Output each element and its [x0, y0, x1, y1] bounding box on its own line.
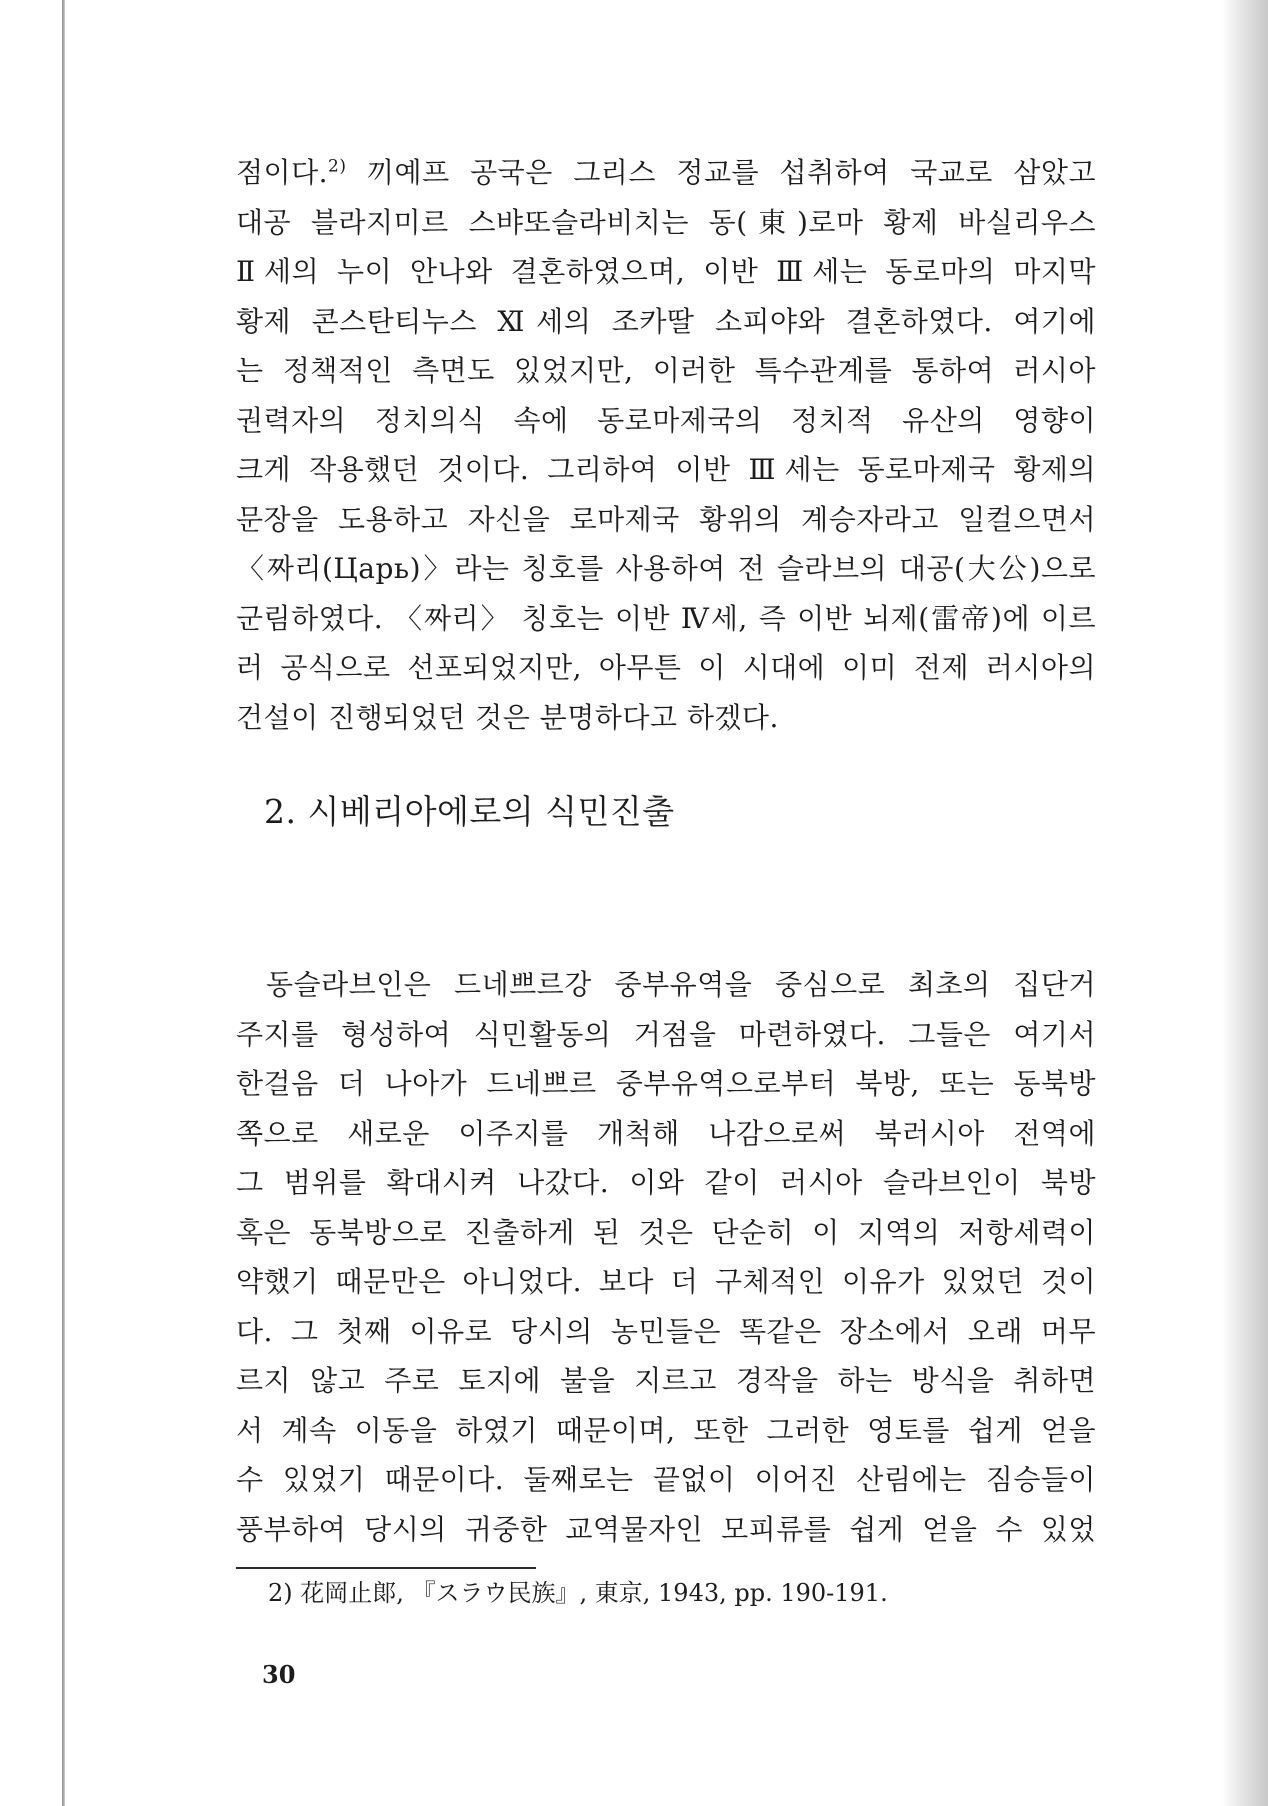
paragraph-line: 건설이 진행되었던 것은 분명하다고 하겠다. [236, 700, 779, 734]
paragraph-line: 그 범위를 확대시켜 나갔다. 이와 같이 러시아 슬라브인이 북방 [236, 1166, 1096, 1199]
paragraph-line: 〈짜리(Царь)〉라는 칭호를 사용하여 전 슬라브의 대공(大公)으로 [236, 552, 1096, 585]
paragraph-line: 수 있었기 때문이다. 둘째로는 끝없이 이어진 산림에는 짐승들이 [236, 1463, 1096, 1496]
paragraph-line: Ⅱ세의 누이 안나와 결혼하였으며, 이반 Ⅲ세는 동로마의 마지막 [236, 255, 1096, 288]
paragraph-line: 혹은 동북방으로 진출하게 된 것은 단순히 이 지역의 저항세력이 [236, 1215, 1096, 1249]
paragraph-line: 크게 작용했던 것이다. 그리하여 이반 Ⅲ세는 동로마제국 황제의 [236, 453, 1096, 486]
paragraph-line: 대공 블라지미르 스뱌또슬라비치는 동(東)로마 황제 바실리우스 [236, 205, 1096, 239]
paragraph-line: 문장을 도용하고 자신을 로마제국 황위의 계승자라고 일컬으면서 [236, 502, 1096, 536]
paragraph-line: 주지를 형성하여 식민활동의 거점을 마련하였다. 그들은 여기서 [236, 1017, 1096, 1051]
paragraph-line: 서 계속 이동을 하였기 때문이며, 또한 그러한 영토를 쉽게 얻을 [236, 1413, 1096, 1447]
paragraph-2 [236, 960, 1096, 1554]
line-text: 점이다. [236, 156, 329, 189]
paragraph-line: 약했기 때문만은 아니었다. 보다 더 구체적인 이유가 있었던 것이 [236, 1265, 1096, 1298]
paragraph-line: 는 정책적인 측면도 있었지만, 이러한 특수관계를 통하여 러시아 [236, 354, 1096, 387]
paragraph-line: 러 공식으로 선포되었지만, 아무튼 이 시대에 이미 전제 러시아의 [236, 651, 1096, 684]
paragraph-1 [236, 148, 1096, 742]
paragraph-line: 풍부하여 당시의 귀중한 교역물자인 모피류를 쉽게 얻을 수 있었 [236, 1512, 1096, 1546]
paragraph-line: 르지 않고 주로 토지에 불을 지르고 경작을 하는 방식을 취하면 [236, 1364, 1096, 1397]
footnote: 2) 花岡止郞, 『スラウ民族』, 東京, 1943, pp. 190-191. [268, 1579, 888, 1607]
paragraph-line: 군림하였다. 〈짜리〉 칭호는 이반 Ⅳ세, 즉 이반 뇌제(雷帝)에 이르 [236, 601, 1096, 635]
paragraph-line [236, 148, 1096, 198]
footnote-reference[interactable]: 2) [328, 156, 347, 177]
page-number: 30 [262, 1660, 296, 1689]
page-left-edge [62, 0, 65, 1806]
paragraph-line: 다. 그 첫째 이유로 당시의 농민들은 똑같은 장소에서 오래 머무 [236, 1314, 1096, 1348]
paragraph-line: 쪽으로 새로운 이주지를 개척해 나감으로써 북러시아 전역에 [236, 1116, 1096, 1150]
footnote-divider [236, 1567, 536, 1569]
paragraph-line: 동슬라브인은 드네쁘르강 중부유역을 중심으로 최초의 집단거 [266, 968, 1096, 1001]
line-text: 끼예프 공국은 그리스 정교를 섭취하여 국교로 삼았고 [346, 156, 1096, 189]
paragraph-line: 황제 콘스탄티누스 Ⅺ세의 조카딸 소피야와 결혼하였다. 여기에 [236, 304, 1096, 338]
page-right-shadow [1222, 0, 1268, 1806]
paragraph-line: 한걸음 더 나아가 드네쁘르 중부유역으로부터 북방, 또는 동북방 [236, 1067, 1096, 1100]
paragraph-line: 권력자의 정치의식 속에 동로마제국의 정치적 유산의 영향이 [236, 403, 1096, 437]
section-heading: 2. 시베리아에로의 식민진출 [264, 792, 675, 831]
